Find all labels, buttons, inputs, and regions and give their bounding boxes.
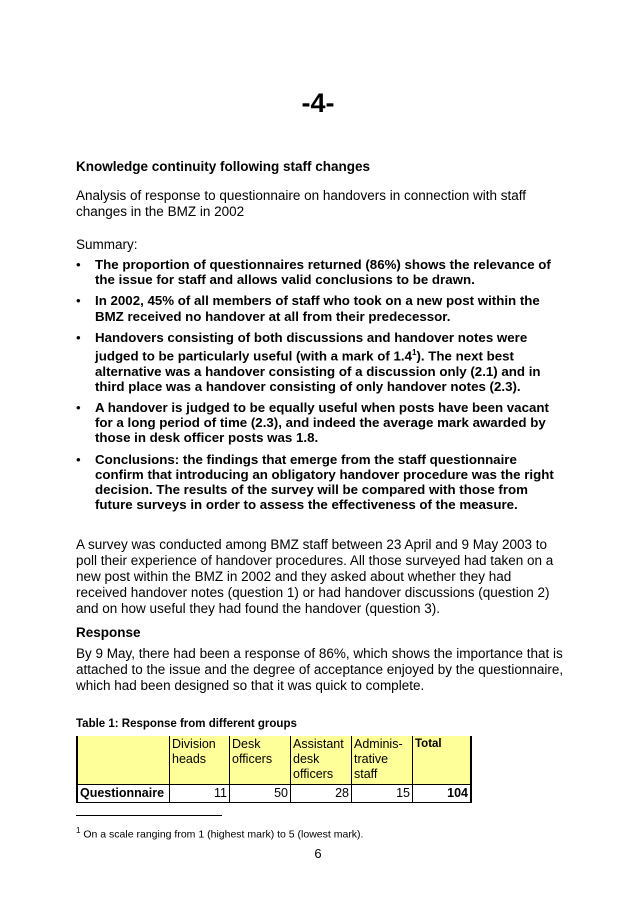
summary-item — [76, 293, 566, 323]
bullet-icon: • — [76, 451, 81, 467]
response-table — [76, 736, 472, 803]
footnote-reference[interactable]: 1 — [411, 348, 417, 358]
page-marker: -4- — [301, 88, 335, 118]
bullet-icon: • — [76, 329, 81, 345]
table-row-label: Questionnaire — [77, 785, 170, 803]
summary-item-text: Conclusions: the findings that emerge from the staff questionnaire confirm that introducing an obligatory handover procedure was the right decision. The results of the survey will be compared with those from future surveys in order to assess the effectiveness of the measure. — [95, 451, 554, 513]
summary-item-text: In 2002, 45% of all members of staff who took on a new post within the BMZ received no handover at all from their predecessor. — [95, 293, 540, 324]
table-header-cell: Division heads — [170, 736, 230, 785]
bullet-icon: • — [76, 293, 81, 309]
bullet-icon: • — [76, 400, 81, 416]
summary-label: Summary: — [76, 237, 138, 252]
section-title: Knowledge continuity following staff changes — [76, 159, 371, 174]
summary-item — [76, 400, 566, 446]
table-header-row — [77, 736, 471, 785]
table-header-cell: Desk officers — [230, 736, 291, 785]
footnote — [76, 826, 363, 841]
response-heading: Response — [76, 625, 141, 640]
summary-item — [76, 330, 566, 394]
table-total-cell: 104 — [413, 785, 472, 803]
table-cell: 50 — [230, 785, 291, 803]
table-caption: Table 1: Response from different groups — [76, 718, 297, 730]
summary-item-text: Handovers consisting of both discussions and handover notes were judged to be particularly useful (with a mark of 1.4 — [95, 329, 528, 364]
page-number: 6 — [314, 846, 322, 861]
footnote-number: 1 — [76, 826, 81, 835]
table-cell: 11 — [170, 785, 230, 803]
survey-paragraph: A survey was conducted among BMZ staff between 23 April and 9 May 2003 to poll their experience of handover procedures. All those surveyed had taken on a new post within the BMZ in 2002 and they asked about whether they had received handover notes (question 1) or had handover discussions (question 2) and on how useful they had found the handover (question 3). — [76, 537, 554, 616]
footnote-text: On a scale ranging from 1 (highest mark) to 5 (lowest mark). — [83, 828, 364, 841]
table-cell: 28 — [291, 785, 352, 803]
footnote-divider — [76, 815, 222, 816]
table-header-cell: Total — [413, 736, 472, 785]
summary-item — [76, 257, 566, 287]
summary-item-text: The proportion of questionnaires returned (86%) shows the relevance of the issue for staff and allows valid conclusions to be drawn. — [95, 257, 551, 288]
summary-item-text-continued: ). The next best alternative was a handover consisting of a discussion only (2.1) and in third place was a handover consisting of only handover notes (2.3). — [95, 348, 541, 394]
summary-item — [76, 452, 566, 513]
summary-list — [76, 257, 566, 518]
table-row — [77, 785, 471, 803]
response-paragraph: By 9 May, there had been a response of 86%, which shows the importance that is attached to the issue and the degree of acceptance enjoyed by the questionnaire, which had been designed so that it was quick to complete. — [76, 646, 564, 693]
intro-text: Analysis of response to questionnaire on handovers in connection with staff changes in the BMZ in 2002 — [76, 188, 527, 219]
bullet-icon: • — [76, 257, 81, 272]
table-header-cell — [77, 736, 170, 785]
table-header-cell: Assistant desk officers — [291, 736, 352, 785]
summary-item-text: A handover is judged to be equally useful when posts have been vacant for a long period of time (2.3), and indeed the average mark awarded by those in desk officer posts was 1.8. — [95, 400, 549, 446]
table-header-cell: Adminis-trative staff — [352, 736, 413, 785]
table-cell: 15 — [352, 785, 413, 803]
